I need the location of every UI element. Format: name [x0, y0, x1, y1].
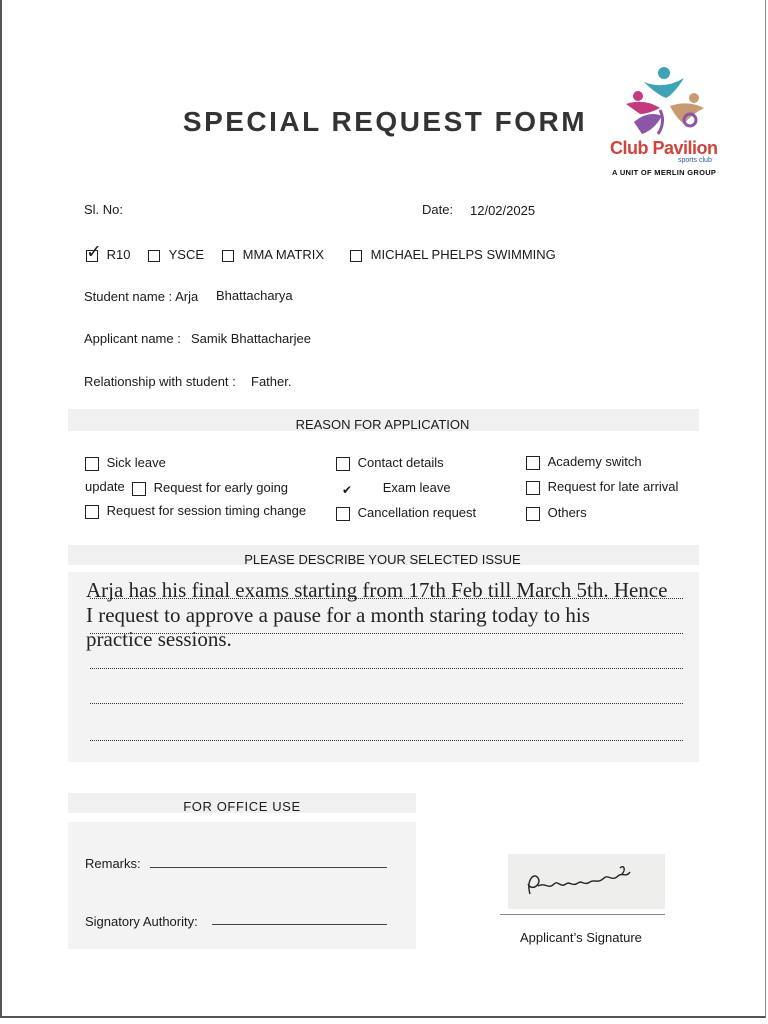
checkbox-contact-details[interactable] — [336, 457, 350, 471]
program-mma-matrix[interactable]: MMA MATRIX — [222, 247, 324, 262]
logo-unit: A UNIT OF MERLIN GROUP — [612, 168, 717, 177]
checkbox-mma-matrix[interactable] — [222, 250, 234, 262]
logo-tagline: sports club — [678, 157, 712, 164]
reason-contact-details[interactable]: Contact details — [336, 455, 444, 471]
signature-image — [508, 854, 665, 909]
checkbox-cancellation[interactable] — [336, 507, 350, 521]
program-r10[interactable]: ✓ R10 — [86, 240, 131, 263]
slno-label: Sl. No: — [84, 202, 124, 217]
checkbox-academy-switch[interactable] — [526, 456, 540, 470]
relationship-value[interactable]: Father. — [251, 374, 292, 389]
exam-leave-tick-icon: ✔ — [342, 483, 353, 497]
issue-line-3: practice sessions. — [86, 627, 232, 651]
reason-exam-leave[interactable]: ✔ Exam leave — [342, 480, 451, 497]
checkbox-swimming[interactable] — [350, 250, 362, 262]
issue-panel[interactable] — [68, 572, 699, 762]
student-name-value[interactable]: Bhattacharya — [216, 288, 293, 303]
form-title: SPECIAL REQUEST FORM — [182, 106, 588, 137]
issue-line-1: Arja has his final exams starting from 17th Feb till March 5th. Hence — [86, 578, 668, 602]
reason-update-label: update — [85, 479, 125, 494]
applicant-name-label: Applicant name : — [84, 331, 181, 346]
applicant-name-value[interactable]: Samik Bhattacharjee — [191, 331, 311, 346]
club-logo — [604, 64, 728, 182]
signature-line — [500, 914, 665, 915]
signature-scribble-icon — [508, 854, 665, 909]
student-name-label: Student name : Arja — [84, 289, 199, 304]
remarks-line[interactable] — [150, 867, 387, 868]
reason-early-going[interactable]: Request for early going — [132, 480, 288, 496]
checkbox-late-arrival[interactable] — [526, 481, 540, 495]
reason-session-timing[interactable]: Request for session timing change — [85, 503, 306, 519]
checkbox-others[interactable] — [526, 507, 540, 521]
checkmark-icon: ✓ — [86, 240, 102, 263]
reason-sick-leave[interactable]: Sick leave — [85, 455, 166, 471]
issue-line-2: I request to approve a pause for a month staring today to his — [86, 603, 590, 627]
logo-brand: Club Pavilion — [610, 138, 718, 158]
signatory-label: Signatory Authority: — [85, 914, 198, 929]
checkbox-session-timing[interactable] — [85, 505, 99, 519]
program-ysce[interactable]: YSCE — [148, 247, 204, 262]
checkbox-r10[interactable] — [86, 240, 102, 263]
date-value[interactable]: 12/02/2025 — [470, 203, 536, 218]
checkbox-ysce[interactable] — [148, 250, 160, 262]
date-label: Date: — [422, 202, 454, 217]
logo-figures-icon — [604, 64, 728, 144]
signatory-line[interactable] — [212, 924, 387, 925]
checkbox-early-going[interactable] — [132, 482, 146, 496]
signature-caption: Applicant’s Signature — [520, 930, 642, 945]
relationship-label: Relationship with student : — [84, 374, 236, 389]
program-swimming[interactable]: MICHAEL PHELPS SWIMMING — [350, 247, 556, 262]
office-panel — [68, 822, 416, 949]
office-header: FOR OFFICE USE — [68, 793, 416, 813]
issue-header: PLEASE DESCRIBE YOUR SELECTED ISSUE — [68, 545, 699, 565]
reason-academy-switch[interactable]: Academy switch — [526, 454, 642, 470]
reason-cancellation[interactable]: Cancellation request — [336, 505, 476, 521]
reason-late-arrival[interactable]: Request for late arrival — [526, 479, 678, 495]
checkbox-sick-leave[interactable] — [85, 457, 99, 471]
reason-others[interactable]: Others — [526, 505, 587, 521]
reason-header: REASON FOR APPLICATION — [68, 409, 699, 431]
remarks-label: Remarks: — [85, 856, 141, 871]
